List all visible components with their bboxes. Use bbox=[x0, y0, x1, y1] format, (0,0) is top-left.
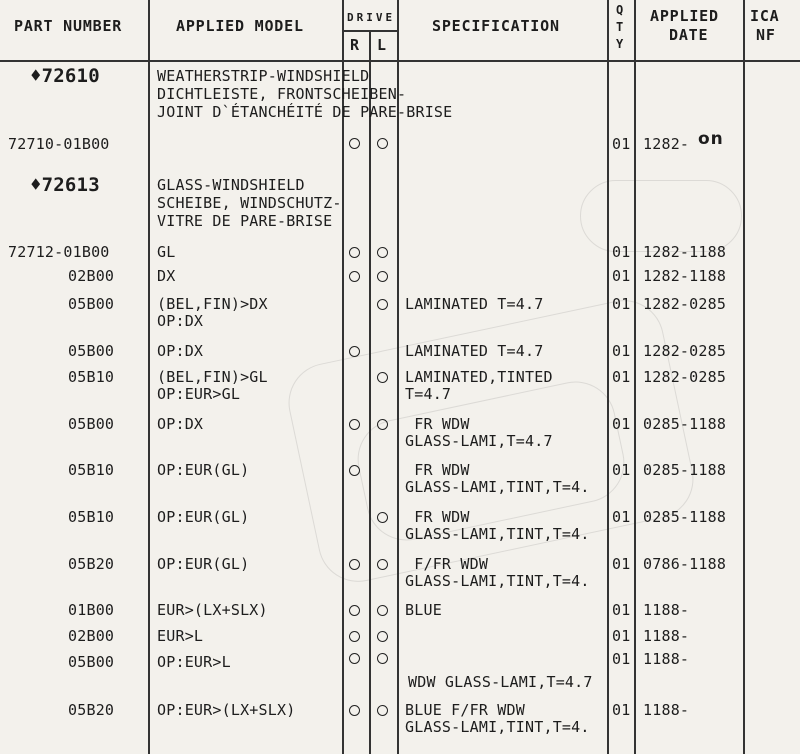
header-qty-t: T bbox=[616, 20, 624, 34]
part-number: 72712-01B00 bbox=[8, 243, 110, 261]
header-ica-line1: ICA bbox=[750, 7, 780, 25]
qty: 01 bbox=[612, 650, 631, 668]
applied-model: OP:DX bbox=[157, 415, 204, 433]
header-applied-date-line1: APPLIED bbox=[650, 7, 719, 25]
qty: 01 bbox=[612, 342, 631, 360]
specification: LAMINATED,TINTED bbox=[405, 368, 553, 386]
applied-model: OP:EUR(GL) bbox=[157, 555, 250, 573]
applied-date: 1188- bbox=[643, 601, 690, 619]
header-drive-r: R bbox=[350, 36, 360, 54]
specification: BLUE bbox=[405, 601, 442, 619]
specification: GLASS-LAMI,TINT,T=4. bbox=[405, 718, 590, 736]
part-number: 01B00 bbox=[68, 601, 115, 619]
header-applied-model: APPLIED MODEL bbox=[176, 17, 304, 35]
qty: 01 bbox=[612, 295, 631, 313]
applied-model: DX bbox=[157, 267, 176, 285]
applied-model: OP:DX bbox=[157, 312, 204, 330]
applied-date: 0285-1188 bbox=[643, 461, 727, 479]
qty: 01 bbox=[612, 701, 631, 719]
qty: 01 bbox=[612, 267, 631, 285]
qty: 01 bbox=[612, 627, 631, 645]
specification: LAMINATED T=4.7 bbox=[405, 295, 544, 313]
qty: 01 bbox=[612, 368, 631, 386]
group-desc-line: VITRE DE PARE-BRISE bbox=[157, 212, 333, 230]
group-desc-line: DICHTLEISTE, FRONTSCHEIBEN- bbox=[157, 85, 407, 103]
drive-l-mark-icon bbox=[377, 372, 388, 383]
applied-date: 0285-1188 bbox=[643, 508, 727, 526]
drive-r-mark-icon bbox=[349, 631, 360, 642]
header-applied-date-line2: DATE bbox=[669, 26, 709, 44]
group-desc-line: SCHEIBE, WINDSCHUTZ- bbox=[157, 194, 342, 212]
applied-date: 1188- bbox=[643, 627, 690, 645]
header-qty-y: Y bbox=[616, 37, 624, 51]
applied-date: 1282-0285 bbox=[643, 295, 727, 313]
part-number: 05B10 bbox=[68, 368, 115, 386]
qty: 01 bbox=[612, 243, 631, 261]
applied-date: 1282-0285 bbox=[643, 368, 727, 386]
part-number: 02B00 bbox=[68, 267, 115, 285]
drive-r-mark-icon bbox=[349, 605, 360, 616]
drive-r-mark-icon bbox=[349, 247, 360, 258]
specification: T=4.7 bbox=[405, 385, 452, 403]
part-number: 02B00 bbox=[68, 627, 115, 645]
part-number: 05B00 bbox=[68, 295, 115, 313]
specification: WDW GLASS-LAMI,T=4.7 bbox=[408, 673, 593, 691]
applied-model: (BEL,FIN)>GL bbox=[157, 368, 268, 386]
applied-model: OP:EUR>(LX+SLX) bbox=[157, 701, 296, 719]
applied-model: (BEL,FIN)>DX bbox=[157, 295, 268, 313]
applied-date: 1188- bbox=[643, 701, 690, 719]
drive-l-mark-icon bbox=[377, 705, 388, 716]
drive-l-mark-icon bbox=[377, 512, 388, 523]
drive-l-mark-icon bbox=[377, 138, 388, 149]
applied-model: GL bbox=[157, 243, 176, 261]
part-number: 72710-01B00 bbox=[8, 135, 110, 153]
drive-r-mark-icon bbox=[349, 346, 360, 357]
specification: GLASS-LAMI,TINT,T=4. bbox=[405, 525, 590, 543]
drive-l-mark-icon bbox=[377, 631, 388, 642]
group-desc-line: WEATHERSTRIP-WINDSHIELD bbox=[157, 67, 370, 85]
specification: GLASS-LAMI,TINT,T=4. bbox=[405, 478, 590, 496]
qty: 01 bbox=[612, 135, 631, 153]
applied-model: EUR>(LX+SLX) bbox=[157, 601, 268, 619]
group-number: ♦72610 bbox=[30, 65, 100, 87]
applied-model: OP:EUR>L bbox=[157, 653, 231, 671]
part-number: 05B00 bbox=[68, 653, 115, 671]
header-drive: DRIVE bbox=[347, 11, 396, 24]
drive-l-mark-icon bbox=[377, 653, 388, 664]
applied-date: 1282-0285 bbox=[643, 342, 727, 360]
drive-r-mark-icon bbox=[349, 465, 360, 476]
group-desc-line: GLASS-WINDSHIELD bbox=[157, 176, 305, 194]
applied-date: 1282- bbox=[643, 135, 690, 153]
applied-model: OP:EUR(GL) bbox=[157, 508, 250, 526]
qty: 01 bbox=[612, 601, 631, 619]
qty: 01 bbox=[612, 555, 631, 573]
part-number: 05B20 bbox=[68, 701, 115, 719]
part-number: 05B10 bbox=[68, 508, 115, 526]
drive-l-mark-icon bbox=[377, 299, 388, 310]
group-number: ♦72613 bbox=[30, 174, 100, 196]
specification: FR WDW bbox=[405, 461, 470, 479]
applied-model: OP:DX bbox=[157, 342, 204, 360]
applied-model: OP:EUR(GL) bbox=[157, 461, 250, 479]
specification: FR WDW bbox=[405, 415, 470, 433]
applied-model: EUR>L bbox=[157, 627, 204, 645]
applied-date: 0786-1188 bbox=[643, 555, 727, 573]
specification: GLASS-LAMI,TINT,T=4. bbox=[405, 572, 590, 590]
applied-date: 1188- bbox=[643, 650, 690, 668]
applied-date: 1282-1188 bbox=[643, 243, 727, 261]
qty: 01 bbox=[612, 461, 631, 479]
header-specification: SPECIFICATION bbox=[432, 17, 560, 35]
qty: 01 bbox=[612, 508, 631, 526]
header-drive-l: L bbox=[377, 36, 387, 54]
drive-r-mark-icon bbox=[349, 559, 360, 570]
part-number: 05B00 bbox=[68, 415, 115, 433]
specification: F/FR WDW bbox=[405, 555, 489, 573]
header-ica-line2: NF bbox=[756, 26, 776, 44]
drive-r-mark-icon bbox=[349, 138, 360, 149]
drive-l-mark-icon bbox=[377, 247, 388, 258]
specification: FR WDW bbox=[405, 508, 470, 526]
applied-model: OP:EUR>GL bbox=[157, 385, 241, 403]
specification: GLASS-LAMI,T=4.7 bbox=[405, 432, 553, 450]
applied-date: 0285-1188 bbox=[643, 415, 727, 433]
qty: 01 bbox=[612, 415, 631, 433]
part-number: 05B10 bbox=[68, 461, 115, 479]
applied-date: 1282-1188 bbox=[643, 267, 727, 285]
drive-r-mark-icon bbox=[349, 419, 360, 430]
on-mark: on bbox=[698, 129, 724, 149]
drive-l-mark-icon bbox=[377, 271, 388, 282]
specification: BLUE F/FR WDW bbox=[405, 701, 525, 719]
part-number: 05B00 bbox=[68, 342, 115, 360]
drive-r-mark-icon bbox=[349, 271, 360, 282]
drive-l-mark-icon bbox=[377, 605, 388, 616]
drive-r-mark-icon bbox=[349, 705, 360, 716]
group-desc-line: JOINT D`ÉTANCHÉITÉ DE PARE-BRISE bbox=[157, 103, 453, 121]
drive-l-mark-icon bbox=[377, 419, 388, 430]
header-part-number: PART NUMBER bbox=[14, 17, 123, 35]
header-qty-q: Q bbox=[616, 3, 624, 17]
specification: LAMINATED T=4.7 bbox=[405, 342, 544, 360]
drive-r-mark-icon bbox=[349, 653, 360, 664]
part-number: 05B20 bbox=[68, 555, 115, 573]
drive-l-mark-icon bbox=[377, 559, 388, 570]
